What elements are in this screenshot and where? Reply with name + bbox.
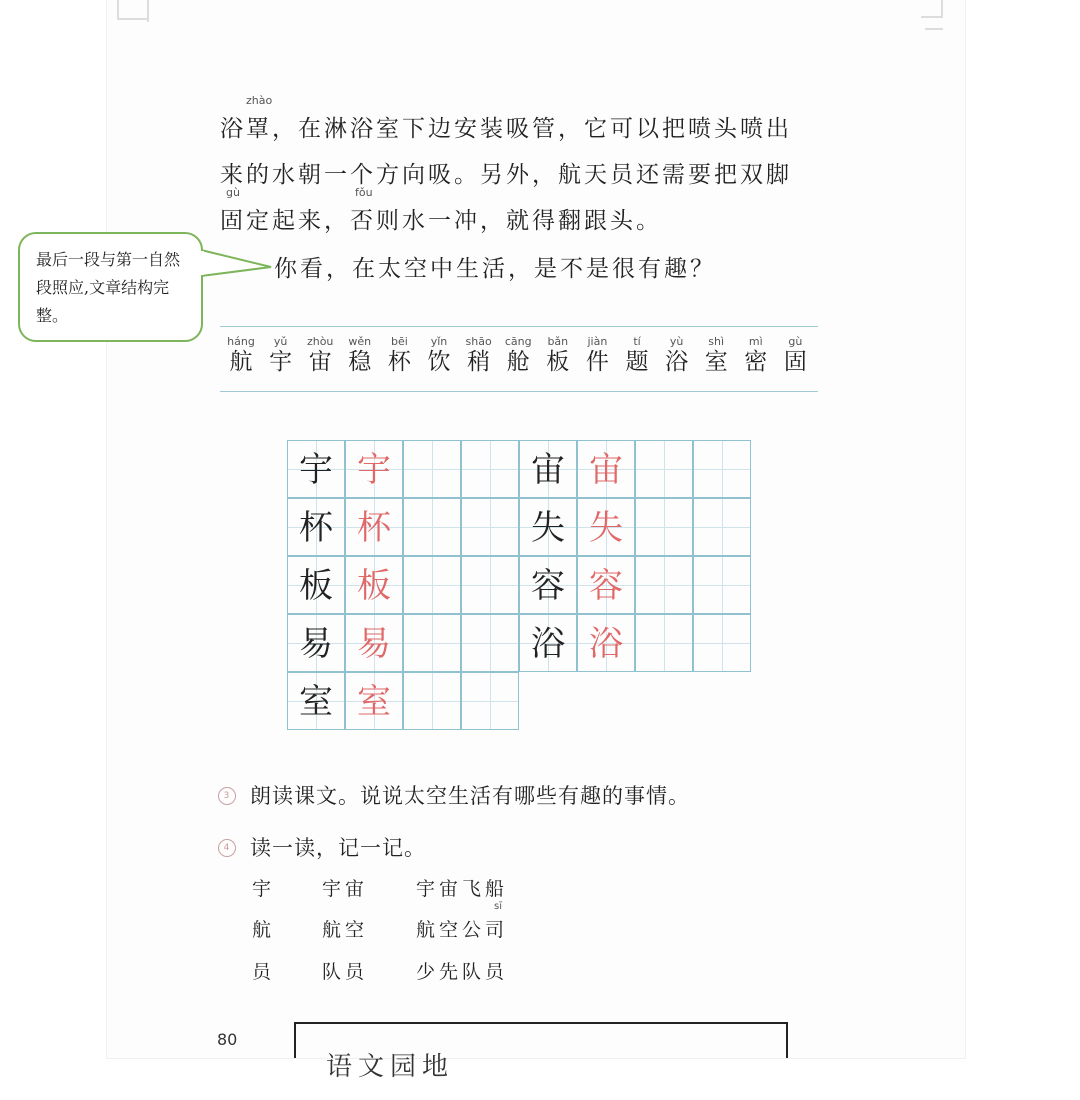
model-character: 容 <box>531 566 565 606</box>
new-characters-row <box>220 326 818 392</box>
character-hanzi: 密 <box>744 349 768 375</box>
writing-cell <box>287 672 345 730</box>
new-character <box>697 327 735 375</box>
writing-cell <box>345 440 403 498</box>
writing-cell <box>635 614 693 672</box>
character-hanzi: 稳 <box>348 349 372 375</box>
new-character <box>658 327 696 375</box>
word-item: 宇宙 <box>322 878 369 900</box>
exercise-read-aloud <box>218 780 690 810</box>
tracing-character: 失 <box>589 508 623 548</box>
page-top-margin <box>107 0 965 40</box>
character-hanzi: 固 <box>783 349 807 375</box>
passage-line: 你看，在太空中生活，是不是很有趣？ <box>274 256 716 282</box>
writing-cell <box>403 440 461 498</box>
annotation-callout: 最后一段与第一自然段照应,文章结构完整。 <box>18 232 203 342</box>
word-item: 员 <box>252 961 276 983</box>
character-hanzi: 室 <box>704 349 728 375</box>
tracing-character: 杯 <box>357 508 391 548</box>
character-hanzi: 板 <box>546 349 570 375</box>
model-character: 室 <box>299 682 333 722</box>
exercise-text: 朗读课文。说说太空生活有哪些有趣的事情。 <box>250 784 690 808</box>
exercise-text: 读一读，记一记。 <box>250 836 426 860</box>
exercise-number-badge: 3 <box>218 787 236 805</box>
writing-cell <box>403 614 461 672</box>
pinyin-annotation: fǒu <box>355 186 373 199</box>
writing-cell <box>693 498 751 556</box>
passage-line: 浴罩，在淋浴室下边安装吸管，它可以把喷头喷出 <box>220 116 792 142</box>
writing-cell <box>693 614 751 672</box>
character-pinyin: gù <box>788 335 803 348</box>
model-character: 宇 <box>299 450 333 490</box>
character-hanzi: 宇 <box>269 349 293 375</box>
tracing-character: 室 <box>357 682 391 722</box>
character-pinyin: yǐn <box>430 335 448 348</box>
new-character <box>341 327 379 375</box>
writing-cell <box>461 672 519 730</box>
writing-cell <box>577 614 635 672</box>
character-pinyin: bēi <box>390 335 408 348</box>
writing-cell <box>287 498 345 556</box>
new-character <box>618 327 656 375</box>
writing-cell <box>461 498 519 556</box>
writing-cell <box>577 498 635 556</box>
character-hanzi: 件 <box>585 349 609 375</box>
writing-cell <box>461 614 519 672</box>
callout-pointer <box>201 246 275 286</box>
word-item: 宇宙飞船 <box>416 878 509 900</box>
new-character <box>499 327 537 375</box>
character-pinyin: shāo <box>465 335 492 348</box>
page-number: 80 <box>217 1030 238 1049</box>
next-section-title: 语文园地 <box>326 1052 455 1082</box>
character-hanzi: 航 <box>229 349 253 375</box>
new-character <box>460 327 498 375</box>
new-character <box>737 327 775 375</box>
character-pinyin: háng <box>227 335 255 348</box>
character-hanzi: 稍 <box>467 349 491 375</box>
writing-cell <box>403 556 461 614</box>
character-pinyin: tí <box>633 335 641 348</box>
tracing-character: 宇 <box>357 450 391 490</box>
writing-cell <box>461 556 519 614</box>
word-item: 航空 <box>322 919 369 941</box>
new-character <box>301 327 339 375</box>
writing-cell <box>287 440 345 498</box>
character-hanzi: 宙 <box>308 349 332 375</box>
crop-mark <box>117 0 147 20</box>
next-section-box <box>294 1022 788 1082</box>
word-item: 航 <box>252 919 276 941</box>
word-item: 少先队员 <box>416 961 509 983</box>
word-item: 航空公司 <box>416 919 509 941</box>
new-character <box>380 327 418 375</box>
new-character <box>776 327 814 375</box>
crop-mark <box>925 28 943 30</box>
character-pinyin: yǔ <box>273 335 288 348</box>
pinyin-annotation: sī <box>494 901 502 912</box>
writing-cell <box>403 498 461 556</box>
writing-cell <box>519 498 577 556</box>
writing-cell <box>461 440 519 498</box>
new-character <box>539 327 577 375</box>
pinyin-annotation: gù <box>226 186 240 199</box>
tracing-character: 板 <box>357 566 391 606</box>
new-character <box>222 327 260 375</box>
character-hanzi: 杯 <box>387 349 411 375</box>
model-character: 杯 <box>299 508 333 548</box>
model-character: 宙 <box>531 450 565 490</box>
model-character: 浴 <box>531 624 565 664</box>
model-character: 易 <box>299 624 333 664</box>
writing-cell <box>577 440 635 498</box>
writing-cell <box>635 440 693 498</box>
crop-mark <box>147 0 149 22</box>
word-item: 队员 <box>322 961 369 983</box>
writing-cell <box>577 556 635 614</box>
writing-cell <box>693 440 751 498</box>
writing-cell <box>345 556 403 614</box>
character-pinyin: wěn <box>348 335 372 348</box>
writing-cell <box>519 556 577 614</box>
writing-cell <box>693 556 751 614</box>
character-hanzi: 舱 <box>506 349 530 375</box>
writing-cell <box>345 614 403 672</box>
character-pinyin: mì <box>748 335 763 348</box>
crop-mark <box>921 0 943 18</box>
writing-cell <box>635 556 693 614</box>
exercise-number-badge: 4 <box>218 839 236 857</box>
writing-cell <box>345 672 403 730</box>
tracing-character: 易 <box>357 624 391 664</box>
model-character: 板 <box>299 566 333 606</box>
new-character <box>578 327 616 375</box>
writing-cell <box>345 498 403 556</box>
tracing-character: 容 <box>589 566 623 606</box>
writing-cell <box>635 498 693 556</box>
character-pinyin: zhòu <box>306 335 334 348</box>
character-hanzi: 浴 <box>665 349 689 375</box>
new-character <box>420 327 458 375</box>
character-hanzi: 饮 <box>427 349 451 375</box>
exercise-read-remember <box>218 832 426 862</box>
tracing-character: 浴 <box>589 624 623 664</box>
writing-cell <box>287 556 345 614</box>
character-pinyin: yù <box>669 335 684 348</box>
passage-line: 来的水朝一个方向吸。另外，航天员还需要把双脚 <box>220 162 792 188</box>
writing-cell <box>403 672 461 730</box>
character-pinyin: bǎn <box>547 335 569 348</box>
model-character: 失 <box>531 508 565 548</box>
writing-cell <box>287 614 345 672</box>
character-pinyin: shì <box>708 335 725 348</box>
pinyin-annotation: zhào <box>246 94 273 107</box>
character-hanzi: 题 <box>625 349 649 375</box>
character-pinyin: cāng <box>504 335 532 348</box>
tracing-character: 宙 <box>589 450 623 490</box>
character-pinyin: jiàn <box>587 335 608 348</box>
writing-cell <box>519 440 577 498</box>
passage-line: 固定起来，否则水一冲，就得翻跟头。 <box>220 208 662 234</box>
new-character <box>262 327 300 375</box>
writing-cell <box>519 614 577 672</box>
word-item: 宇 <box>252 878 276 900</box>
